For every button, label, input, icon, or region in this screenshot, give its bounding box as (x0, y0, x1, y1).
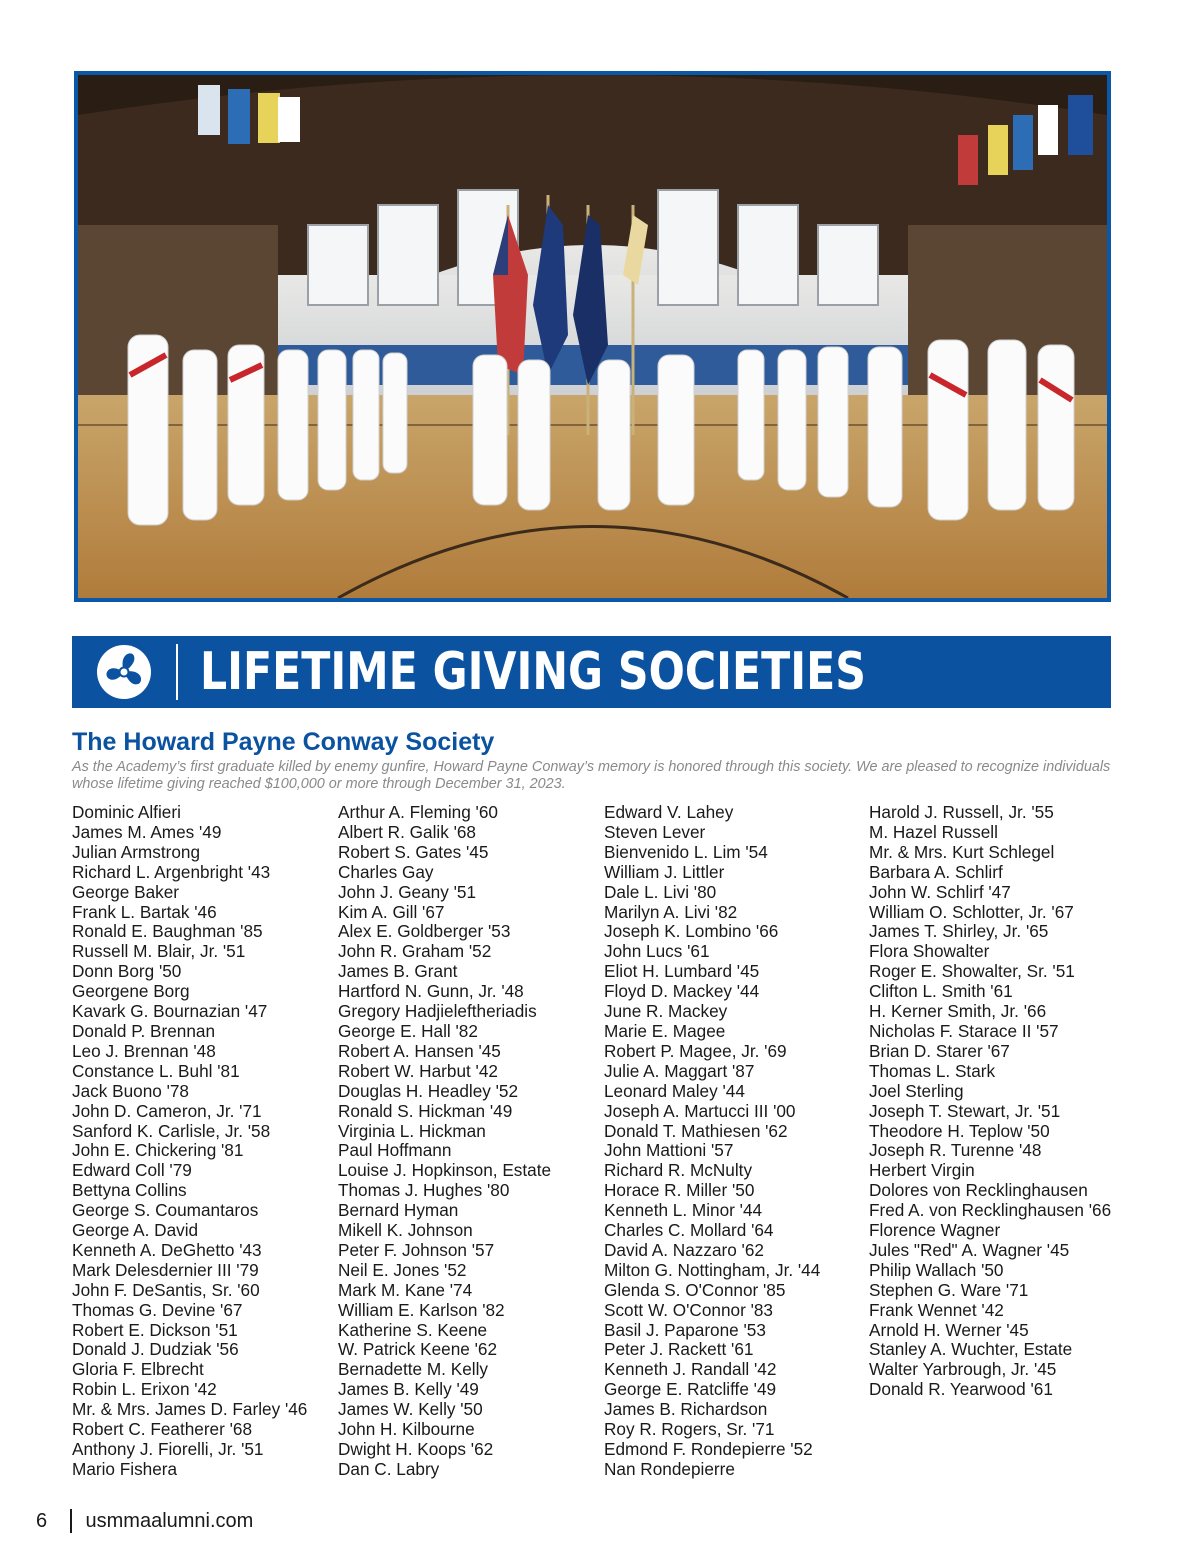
donor-name: Frank L. Bartak '46 (72, 901, 217, 922)
donor-name: George E. Ratcliffe '49 (604, 1379, 777, 1400)
donor-name: W. Patrick Keene '62 (338, 1339, 498, 1360)
donor-name: Roy R. Rogers, Sr. '71 (604, 1419, 775, 1440)
donor-name: Nicholas F. Starace II '57 (869, 1020, 1059, 1041)
donor-name: William E. Karlson '82 (338, 1299, 505, 1320)
donor-name: Bernard Hyman (338, 1200, 459, 1221)
donor-name: Kavark G. Bournazian '47 (72, 1001, 268, 1022)
donor-name: Robert W. Harbut '42 (338, 1060, 498, 1081)
donor-name: John W. Schlirf '47 (869, 881, 1011, 902)
donor-name: Mark M. Kane '74 (338, 1279, 473, 1300)
donor-name: James B. Kelly '49 (338, 1379, 479, 1400)
donor-name: Peter J. Rackett '61 (604, 1339, 754, 1360)
donor-name: Bienvenido L. Lim '54 (604, 841, 768, 862)
donor-name: Thomas G. Devine '67 (72, 1299, 243, 1320)
donor-name: Thomas J. Hughes '80 (338, 1180, 510, 1201)
donor-name: James M. Ames '49 (72, 821, 222, 842)
donor-name: Virginia L. Hickman (338, 1120, 486, 1141)
donor-name: Douglas H. Headley '52 (338, 1080, 519, 1101)
donor-name: Scott W. O'Connor '83 (604, 1299, 773, 1320)
donor-name: Mr. & Mrs. James D. Farley '46 (72, 1399, 308, 1420)
donor-name: George E. Hall '82 (338, 1020, 478, 1041)
donor-name: Walter Yarbrough, Jr. '45 (869, 1359, 1057, 1380)
donor-name: Dan C. Labry (338, 1458, 440, 1479)
donor-name: Paul Hoffmann (338, 1140, 452, 1161)
donor-name: June R. Mackey (604, 1001, 728, 1022)
donor-name: Marie E. Magee (604, 1020, 726, 1041)
donor-name: Barbara A. Schlirf (869, 861, 1003, 882)
banner-divider (176, 644, 178, 700)
page-footer (36, 1507, 253, 1535)
society-title: The Howard Payne Conway Society (72, 728, 495, 756)
donor-name: Georgene Borg (72, 981, 190, 1002)
donor-name: Richard L. Argenbright '43 (72, 861, 271, 882)
footer-website-link[interactable]: usmmaalumni.com (85, 1509, 254, 1532)
donor-name: Floyd D. Mackey '44 (604, 981, 760, 1002)
donor-name: Ronald S. Hickman '49 (338, 1100, 513, 1121)
donor-name: Donald T. Mathiesen '62 (604, 1120, 788, 1141)
color-guard-photo (74, 71, 1111, 602)
donor-name: Brian D. Starer '67 (869, 1040, 1010, 1061)
donor-column-1 (72, 803, 307, 1480)
donor-name: Joseph R. Turenne '48 (869, 1140, 1042, 1161)
donor-name: Donn Borg '50 (72, 961, 182, 982)
donor-name: Robert C. Featherer '68 (72, 1419, 253, 1440)
donor-name: James W. Kelly '50 (338, 1399, 483, 1420)
donor-name: James B. Richardson (604, 1399, 768, 1420)
donor-name: Clifton L. Smith '61 (869, 981, 1013, 1002)
donor-name: Arthur A. Fleming '60 (338, 802, 498, 822)
donor-name: Neil E. Jones '52 (338, 1259, 467, 1280)
donor-name: George A. David (72, 1220, 199, 1241)
donor-name: Kim A. Gill '67 (338, 901, 445, 922)
donor-name: Bettyna Collins (72, 1180, 187, 1201)
donor-name: Robert S. Gates '45 (338, 841, 489, 862)
donor-name: John H. Kilbourne (338, 1419, 475, 1440)
donor-name: Kenneth L. Minor '44 (604, 1200, 763, 1221)
donor-name: Thomas L. Stark (869, 1060, 996, 1081)
donor-name: Dwight H. Koops '62 (338, 1439, 494, 1459)
donor-name: Mr. & Mrs. Kurt Schlegel (869, 841, 1055, 862)
donor-name: Donald J. Dudziak '56 (72, 1339, 239, 1360)
donor-name: John F. DeSantis, Sr. '60 (72, 1279, 260, 1300)
donor-name: Joseph K. Lombino '66 (604, 921, 779, 942)
donor-name: Albert R. Galik '68 (338, 821, 476, 842)
donor-name: William J. Littler (604, 861, 725, 882)
donor-name: Theodore H. Teplow '50 (869, 1120, 1050, 1141)
donor-name: Kenneth A. DeGhetto '43 (72, 1239, 262, 1260)
donor-name: Kenneth J. Randall '42 (604, 1359, 777, 1380)
donor-name: Katherine S. Keene (338, 1319, 488, 1340)
donor-name: Dominic Alfieri (72, 802, 181, 822)
donor-name: Richard R. McNulty (604, 1160, 753, 1181)
donor-name: Gloria F. Elbrecht (72, 1359, 204, 1380)
donor-name: Joel Sterling (869, 1080, 964, 1101)
donor-name: David A. Nazzaro '62 (604, 1239, 764, 1260)
donor-name: James T. Shirley, Jr. '65 (869, 921, 1049, 942)
section-banner (72, 636, 1111, 708)
donor-name: Constance L. Buhl '81 (72, 1060, 240, 1081)
donor-name: Peter F. Johnson '57 (338, 1239, 495, 1260)
donor-name: Florence Wagner (869, 1220, 1001, 1241)
donor-name: Eliot H. Lumbard '45 (604, 961, 760, 982)
donor-name: John Mattioni '57 (604, 1140, 734, 1161)
donor-name: John D. Cameron, Jr. '71 (72, 1100, 262, 1121)
banner-title: LIFETIME GIVING SOCIETIES (200, 642, 866, 702)
donor-name: Ronald E. Baughman '85 (72, 921, 263, 942)
donor-name: Stephen G. Ware '71 (869, 1279, 1029, 1300)
donor-name: Louise J. Hopkinson, Estate (338, 1160, 552, 1181)
donor-name: Julie A. Maggart '87 (604, 1060, 755, 1081)
donor-name: Mario Fishera (72, 1458, 178, 1479)
donor-name: H. Kerner Smith, Jr. '66 (869, 1001, 1047, 1022)
donor-name: Flora Showalter (869, 941, 990, 962)
donor-name: Joseph T. Stewart, Jr. '51 (869, 1100, 1061, 1121)
donor-name: John R. Graham '52 (338, 941, 492, 962)
donor-name: Stanley A. Wuchter, Estate (869, 1339, 1073, 1360)
donor-name: M. Hazel Russell (869, 821, 998, 842)
donor-name: George S. Coumantaros (72, 1200, 259, 1221)
donor-name: Horace R. Miller '50 (604, 1180, 755, 1201)
donor-name: Charles Gay (338, 861, 434, 882)
donor-name: Robin L. Erixon '42 (72, 1379, 217, 1400)
society-description: As the Academy’s first graduate killed by enemy gunfire, Howard Payne Conway’s memory is honored through this society. We are pleased to recognize individuals whose lifetime giving reached $100,000 or more through December 31, 2023. (72, 759, 1111, 792)
donor-name: Jack Buono '78 (72, 1080, 189, 1101)
donor-name: Donald R. Yearwood '61 (869, 1379, 1053, 1400)
propeller-icon (72, 636, 176, 708)
donor-name: John Lucs '61 (604, 941, 710, 962)
donor-name: Fred A. von Recklinghausen '66 (869, 1200, 1112, 1221)
donor-name: Edward V. Lahey (604, 802, 734, 822)
donor-names (72, 803, 1132, 1493)
donor-name: William O. Schlotter, Jr. '67 (869, 901, 1074, 922)
donor-name: Robert E. Dickson '51 (72, 1319, 238, 1340)
donor-name: Frank Wennet '42 (869, 1299, 1004, 1320)
donor-name: Milton G. Nottingham, Jr. '44 (604, 1259, 821, 1280)
donor-name: James B. Grant (338, 961, 458, 982)
donor-name: Herbert Virgin (869, 1160, 975, 1181)
donor-name: Donald P. Brennan (72, 1020, 216, 1041)
donor-column-3 (604, 803, 820, 1480)
donor-name: Dale L. Livi '80 (604, 881, 717, 902)
donor-name: Edmond F. Rondepierre '52 (604, 1439, 813, 1459)
donor-name: Edward Coll '79 (72, 1160, 192, 1181)
donor-name: Leo J. Brennan '48 (72, 1040, 216, 1061)
donor-name: Nan Rondepierre (604, 1458, 735, 1479)
donor-name: John J. Geany '51 (338, 881, 477, 902)
donor-name: George Baker (72, 881, 180, 902)
donor-name: Mikell K. Johnson (338, 1220, 473, 1241)
donor-name: Julian Armstrong (72, 841, 201, 862)
donor-name: Leonard Maley '44 (604, 1080, 745, 1101)
donor-name: Steven Lever (604, 821, 706, 842)
donor-name: Glenda S. O'Connor '85 (604, 1279, 786, 1300)
donor-name: Jules "Red" A. Wagner '45 (869, 1239, 1070, 1260)
donor-name: Russell M. Blair, Jr. '51 (72, 941, 246, 962)
donor-name: Joseph A. Martucci III '00 (604, 1100, 796, 1121)
donor-name: John E. Chickering '81 (72, 1140, 244, 1161)
donor-name: Dolores von Recklinghausen (869, 1180, 1088, 1201)
donor-name: Sanford K. Carlisle, Jr. '58 (72, 1120, 271, 1141)
donor-name: Anthony J. Fiorelli, Jr. '51 (72, 1439, 264, 1459)
donor-name: Basil J. Paparone '53 (604, 1319, 766, 1340)
donor-name: Harold J. Russell, Jr. '55 (869, 802, 1054, 822)
footer-divider (70, 1509, 72, 1533)
donor-column-2 (338, 803, 551, 1480)
donor-column-4 (869, 803, 1111, 1400)
donor-name: Bernadette M. Kelly (338, 1359, 488, 1380)
page-number: 6 (36, 1509, 48, 1532)
donor-name: Mark Delesdernier III '79 (72, 1259, 259, 1280)
donor-name: Robert P. Magee, Jr. '69 (604, 1040, 787, 1061)
donor-name: Robert A. Hansen '45 (338, 1040, 501, 1061)
donor-name: Marilyn A. Livi '82 (604, 901, 738, 922)
donor-name: Philip Wallach '50 (869, 1259, 1004, 1280)
donor-name: Gregory Hadjieleftheriadis (338, 1001, 537, 1022)
donor-name: Hartford N. Gunn, Jr. '48 (338, 981, 524, 1002)
donor-name: Alex E. Goldberger '53 (338, 921, 511, 942)
donor-name: Roger E. Showalter, Sr. '51 (869, 961, 1075, 982)
donor-name: Arnold H. Werner '45 (869, 1319, 1029, 1340)
donor-name: Charles C. Mollard '64 (604, 1220, 774, 1241)
